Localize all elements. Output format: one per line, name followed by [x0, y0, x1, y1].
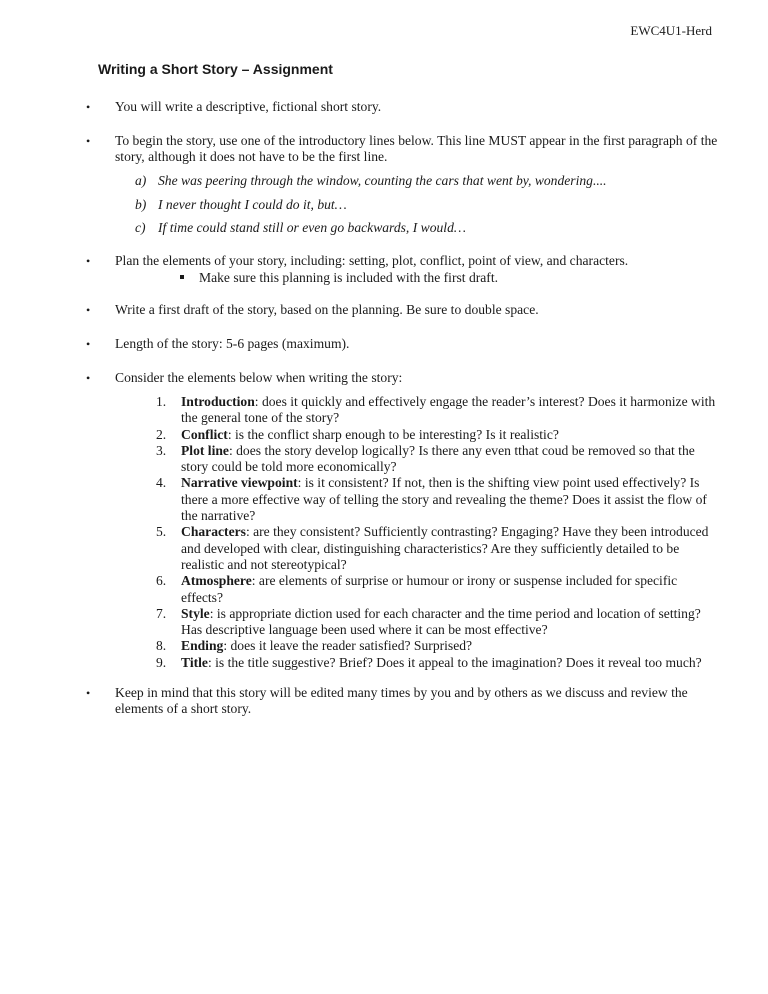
item-number: 1.	[156, 394, 167, 409]
item-number: 6.	[156, 573, 167, 589]
element-description: : does it leave the reader satisfied? Surprised?	[223, 638, 473, 654]
square-bullet-icon	[180, 275, 184, 279]
bullet-text: Consider the elements below when writing the story:	[115, 370, 403, 385]
item-number: 5.	[156, 524, 167, 540]
element-item-characters	[156, 524, 716, 573]
intro-line	[135, 197, 735, 213]
bullet-text: Plan the elements of your story, including: setting, plot, conflict, point of view, and characters.	[115, 253, 629, 268]
bullet-item	[86, 685, 726, 718]
element-term: Style	[181, 605, 210, 621]
element-term: Ending	[181, 638, 224, 654]
intro-line	[135, 173, 735, 189]
element-item-style	[156, 606, 716, 639]
bullet-item	[86, 370, 726, 386]
element-description: : is the conflict sharp enough to be interesting? Is it realistic?	[227, 426, 559, 442]
element-description: : are elements of surprise or humour or irony or suspense included for specific effects?	[181, 573, 678, 605]
bullet-text: You will write a descriptive, fictional short story.	[115, 99, 382, 114]
bullet-item	[86, 253, 726, 269]
item-number: 7.	[156, 605, 167, 621]
bullet-text: Write a first draft of the story, based on the planning. Be sure to double space.	[115, 302, 539, 317]
sub-bullet-item	[180, 270, 498, 286]
element-term: Introduction	[181, 394, 255, 409]
element-term: Characters	[181, 524, 246, 540]
element-description: : are they consistent? Sufficiently contrasting? Engaging? Have they been introduced and developed with clear, distinguishing characteristics? Are they sufficiently detailed to be realistic and not stereotypical?	[181, 524, 709, 572]
intro-line-text: If time could stand still or even go backwards, I would…	[158, 220, 466, 235]
element-description: : is appropriate diction used for each character and the time period and location of setting? Has descriptive language been used where it can be most effective?	[181, 605, 701, 638]
bullet-item	[86, 99, 726, 115]
element-term: Title	[181, 654, 208, 670]
intro-lines-list	[135, 173, 735, 244]
intro-line	[135, 220, 735, 236]
intro-line-label: b)	[135, 196, 147, 212]
intro-line-text: I never thought I could do it, but…	[158, 196, 347, 212]
bullet-icon: •	[86, 303, 91, 317]
element-item-conflict	[156, 427, 716, 443]
element-term: Plot line	[181, 442, 229, 458]
bullet-item	[86, 133, 726, 166]
bullet-icon: •	[86, 371, 91, 385]
item-number: 3.	[156, 442, 167, 458]
element-description: : is the title suggestive? Brief? Does it appeal to the imagination? Does it reveal too much?	[207, 654, 702, 670]
item-number: 4.	[156, 475, 167, 491]
story-elements-list	[156, 394, 716, 671]
element-item-narrative-viewpoint	[156, 475, 716, 524]
element-item-ending	[156, 638, 716, 654]
bullet-item	[86, 336, 726, 352]
element-term: Conflict	[181, 426, 228, 442]
intro-line-label: c)	[135, 220, 146, 235]
bullet-item	[86, 302, 726, 318]
bullet-text: Keep in mind that this story will be edited many times by you and by others as we discuss and review the elements of a short story.	[115, 685, 688, 717]
element-term: Narrative viewpoint	[181, 475, 298, 491]
element-item-title	[156, 655, 716, 671]
sub-bullet-text: Make sure this planning is included with the first draft.	[199, 270, 499, 285]
bullet-icon: •	[86, 337, 91, 351]
element-item-plot-line	[156, 443, 716, 476]
element-description: : does the story develop logically? Is there any even tthat coud be removed so that the story could be told more economically?	[181, 442, 695, 475]
element-description: : is it consistent? If not, then is the shifting view point used effectively? Is there a more effective way of telling the story and revealing the theme? Does it assist the flow of the narrative?	[181, 475, 707, 524]
element-term: Atmosphere	[181, 573, 252, 589]
item-number: 2.	[156, 426, 167, 442]
element-item-introduction	[156, 394, 716, 427]
bullet-text: To begin the story, use one of the introductory lines below. This line MUST appear in the first paragraph of the story, although it does not have to be the first line.	[115, 133, 718, 165]
bullet-icon: •	[86, 686, 91, 700]
bullet-icon: •	[86, 254, 91, 268]
intro-line-label: a)	[135, 173, 147, 188]
bullet-text: Length of the story: 5-6 pages (maximum).	[115, 336, 350, 351]
intro-line-text: She was peering through the window, counting the cars that went by, wondering....	[158, 173, 607, 188]
item-number: 8.	[156, 638, 167, 654]
item-number: 9.	[156, 654, 167, 670]
element-description: : does it quickly and effectively engage the reader’s interest? Does it harmonize with the general tone of the story?	[181, 394, 716, 426]
course-code: EWC4U1-Herd	[630, 23, 712, 38]
bullet-icon: •	[86, 134, 91, 148]
document-title: Writing a Short Story – Assignment	[98, 61, 333, 77]
element-item-atmosphere	[156, 573, 716, 606]
bullet-icon: •	[86, 100, 91, 114]
